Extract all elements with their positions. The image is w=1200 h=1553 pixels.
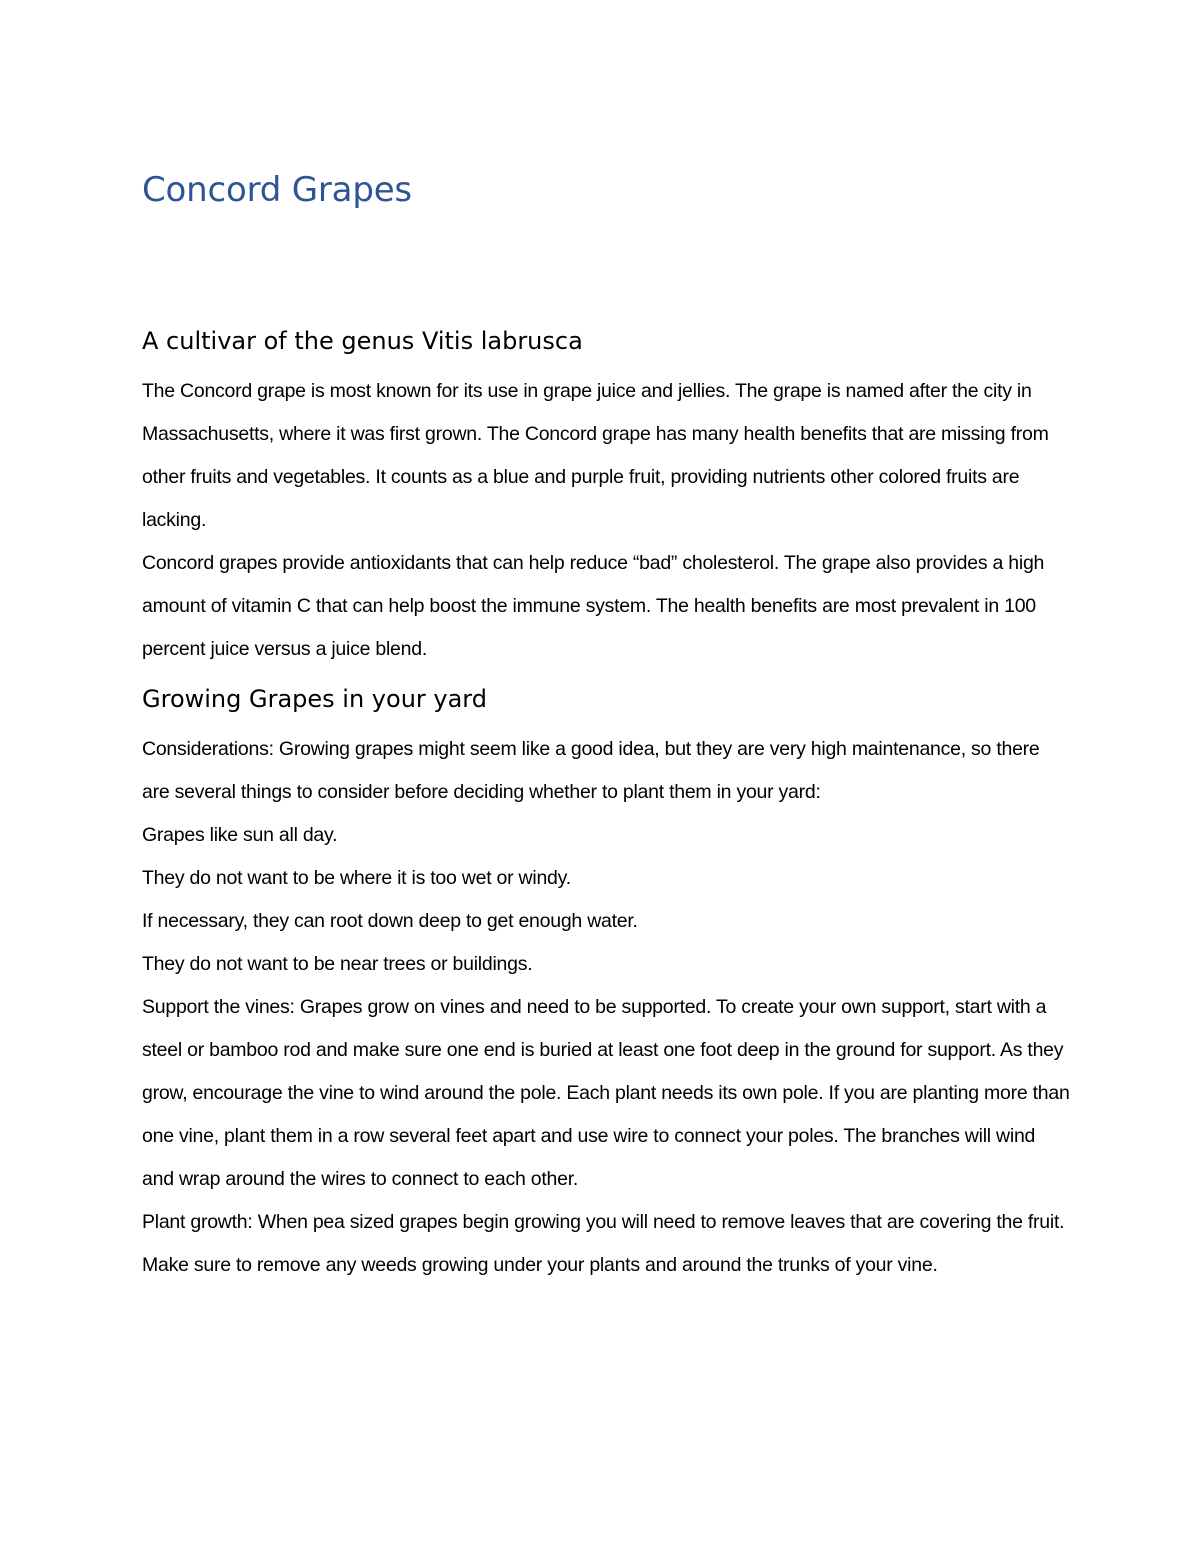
paragraph: If necessary, they can root down deep to get enough water. — [142, 910, 638, 932]
paragraph: Grapes like sun all day. — [142, 824, 338, 846]
paragraph: They do not want to be near trees or buildings. — [142, 953, 533, 975]
paragraph: Plant growth: When pea sized grapes begin growing you will need to remove leaves that are covering the fruit. Make sure to remove any weeds growing under your plants and around the trunks of your vine. — [142, 1211, 1065, 1276]
growing-section — [142, 728, 1072, 1287]
paragraph: They do not want to be where it is too wet or windy. — [142, 867, 571, 889]
intro-section — [142, 370, 1072, 671]
paragraph: The Concord grape is most known for its use in grape juice and jellies. The grape is named after the city in Massachusetts, where it was first grown. The Concord grape has many health benefits that are missing from other fruits and vegetables. It counts as a blue and purple fruit, providing nutrients other colored fruits are lacking. — [142, 380, 1049, 531]
document-title: Concord Grapes — [142, 170, 412, 210]
paragraph: Considerations: Growing grapes might seem like a good idea, but they are very high maintenance, so there are several things to consider before deciding whether to plant them in your yard: — [142, 738, 1040, 803]
paragraph: Concord grapes provide antioxidants that can help reduce “bad” cholesterol. The grape also provides a high amount of vitamin C that can help boost the immune system. The health benefits are most prevalent in 100 percent juice versus a juice blend. — [142, 552, 1045, 660]
section-heading: Growing Grapes in your yard — [142, 685, 487, 713]
paragraph: Support the vines: Grapes grow on vines and need to be supported. To create your own support, start with a steel or bamboo rod and make sure one end is buried at least one foot deep in the ground for support. As they grow, encourage the vine to wind around the pole. Each plant needs its own pole. If you are planting more than one vine, plant them in a row several feet apart and use wire to connect your poles. The branches will wind and wrap around the wires to connect to each other. — [142, 996, 1070, 1190]
subtitle-heading: A cultivar of the genus Vitis labrusca — [142, 327, 583, 355]
